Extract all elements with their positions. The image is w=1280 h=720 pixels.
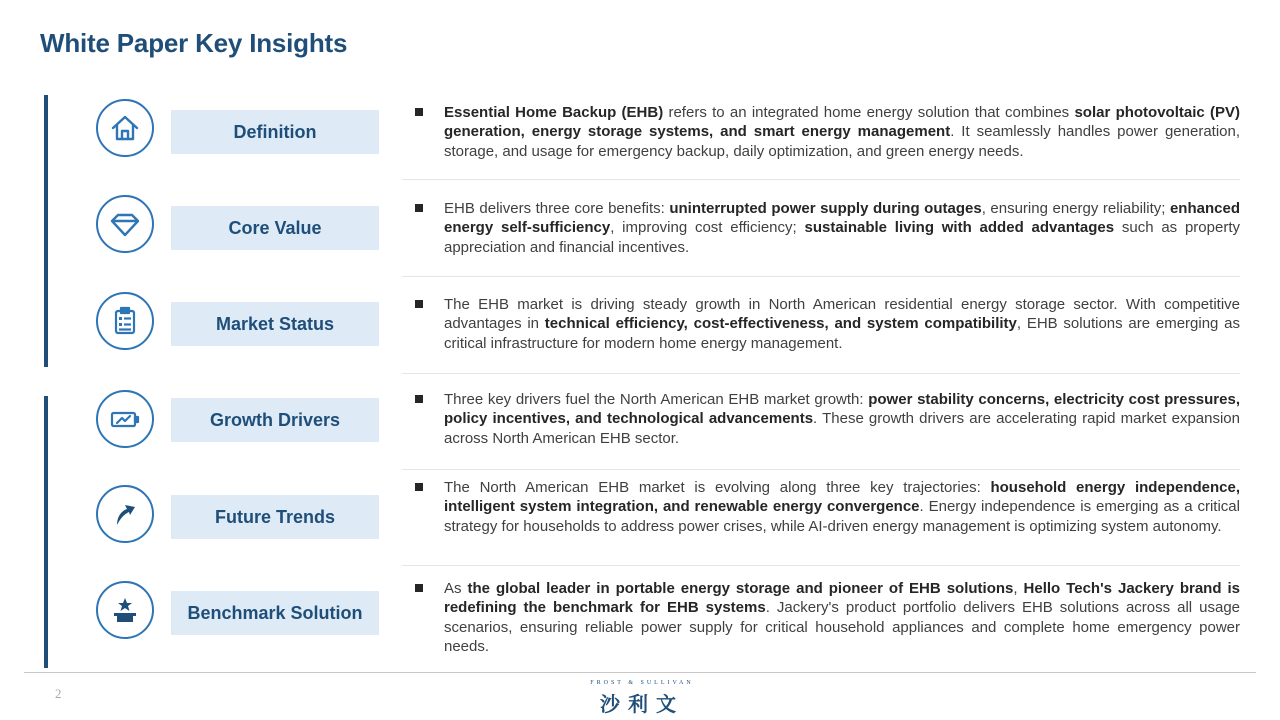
text-run: refers to an integrated home energy solution that combines — [663, 104, 1075, 121]
bullet — [415, 108, 423, 116]
text-run: The North American EHB market is evolving along three key trajectories: — [444, 479, 991, 496]
battery-charging-icon — [96, 390, 154, 448]
logo-bottom-text: 沙利文 — [600, 692, 684, 716]
bold-text: enhanced energy self-sufficiency — [444, 200, 1240, 237]
trophy-icon — [96, 581, 154, 639]
text-run: , ensuring energy reliability; — [981, 200, 1170, 217]
label-benchmark-solution: Benchmark Solution — [171, 591, 379, 635]
bold-text: sustainable living with added advantages — [804, 219, 1115, 237]
desc-benchmark-solution — [444, 579, 1240, 657]
text-run: . These growth drivers are accelerating rapid market expansion across North American EHB sector. — [444, 410, 1240, 447]
frost-sullivan-logo — [580, 680, 704, 717]
text-run: Three key drivers fuel the North American EHB market growth: — [444, 391, 869, 408]
label-market-status: Market Status — [171, 302, 379, 346]
text-run: EHB delivers three core benefits: — [444, 200, 670, 217]
bold-text: power stability concerns, electricity cost pressures, policy incentives, and technological advancements — [444, 391, 1240, 428]
text-run: The EHB market is driving steady growth in North American residential energy storage sector. With competitive advantages in — [444, 296, 1240, 333]
footer-divider — [24, 672, 1256, 673]
separator — [402, 373, 1240, 374]
desc-definition — [444, 103, 1240, 161]
logo-top-text: FROST & SULLIVAN — [590, 680, 694, 686]
text-run: such as property appreciation and financial incentives. — [444, 219, 1240, 256]
bullet — [415, 204, 423, 212]
desc-growth-drivers — [444, 390, 1240, 448]
text-run: . Jackery's product portfolio delivers EHB solutions across all usage scenarios, ensuring reliable power supply for critical household appliances and complete home emergency power needs. — [444, 599, 1240, 656]
label-core-value: Core Value — [171, 206, 379, 250]
bullet — [415, 395, 423, 403]
section-bar-top — [44, 95, 48, 367]
text-run: , EHB solutions are emerging as critical infrastructure for modern home energy management. — [444, 315, 1241, 352]
bold-text: Hello Tech's Jackery brand is redefining the benchmark for EHB systems — [444, 580, 1241, 617]
section-bar-bottom — [44, 396, 48, 668]
diamond-icon — [96, 195, 154, 253]
trend-arrow-icon — [96, 485, 154, 543]
bold-text: household energy independence, intelligent system integration, and renewable energy convergence — [444, 479, 1240, 516]
text-run: , improving cost efficiency; — [610, 219, 805, 237]
desc-market-status — [444, 295, 1240, 353]
bullet — [415, 300, 423, 308]
clipboard-icon — [96, 292, 154, 350]
text-run: . Energy independence is emerging as a critical strategy for households to address power crises, while AI-driven energy management is optimizing system autonomy. — [444, 498, 1240, 535]
desc-core-value — [444, 199, 1240, 257]
text-run: , — [1013, 580, 1024, 597]
text-run: . It seamlessly handles power generation, storage, and usage for emergency backup, daily optimization, and green energy needs. — [444, 123, 1241, 160]
house-icon — [96, 99, 154, 157]
bullet — [415, 584, 423, 592]
label-growth-drivers: Growth Drivers — [171, 398, 379, 442]
bullet — [415, 483, 423, 491]
bold-text: solar photovoltaic (PV) generation, energy storage systems, and smart energy management — [444, 104, 1241, 141]
page-number: 2 — [55, 686, 62, 701]
separator — [402, 469, 1240, 470]
bold-text: the global leader in portable energy storage and pioneer of EHB solutions — [467, 580, 1014, 597]
separator — [402, 276, 1240, 277]
page-title: White Paper Key Insights — [40, 28, 348, 58]
label-definition: Definition — [171, 110, 379, 154]
text-run: As — [444, 580, 468, 597]
bold-text: technical efficiency, cost-effectiveness, and system compatibility — [544, 315, 1017, 333]
separator — [402, 179, 1240, 180]
bold-text: uninterrupted power supply during outages — [669, 200, 982, 217]
desc-future-trends — [444, 478, 1240, 536]
bold-text: Essential Home Backup (EHB) — [444, 104, 664, 121]
label-future-trends: Future Trends — [171, 495, 379, 539]
separator — [402, 565, 1240, 566]
